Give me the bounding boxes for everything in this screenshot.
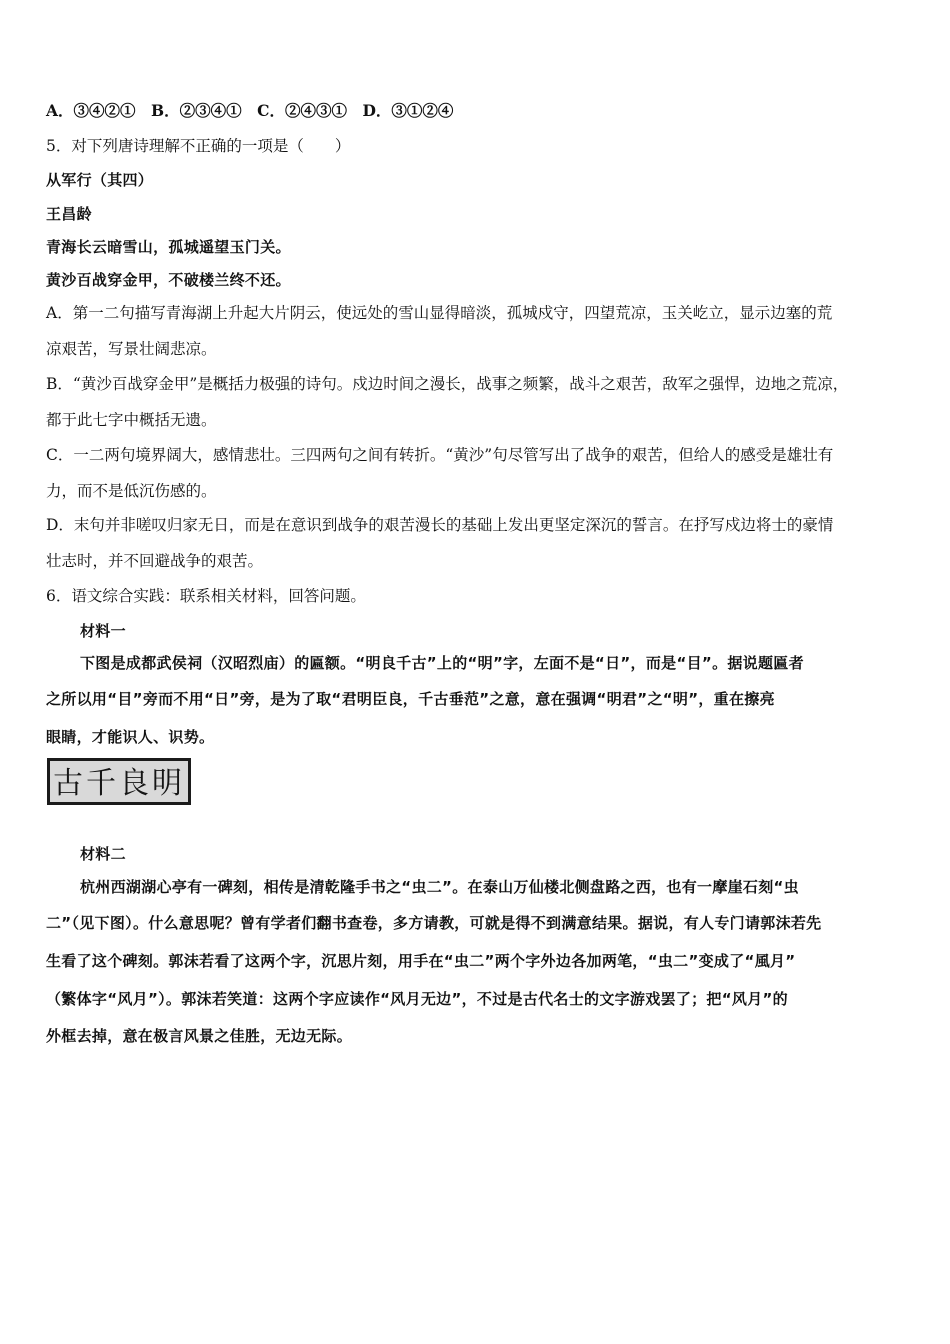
poem-line-2: 黄沙百战穿金甲，不破楼兰终不还。 [46, 271, 291, 289]
material-2-line1: 杭州西湖湖心亭有一碑刻，相传是清乾隆手书之“虫二”。在泰山万仙楼北侧盘路之西，也有一摩崖石刻“虫 [80, 878, 799, 896]
q5-option-a-line1: A．第一二句描写青海湖上升起大片阴云，使远处的雪山显得暗淡，孤城戍守，四望荒凉，玉关屹立，显示边塞的荒 [46, 304, 833, 322]
plaque-svg [47, 758, 191, 805]
plaque-text: 古千良明 [53, 766, 185, 801]
poem-line-1: 青海长云暗雪山，孤城遥望玉门关。 [46, 238, 291, 256]
q5-option-c-line1: C．一二两句境界阔大，感情悲壮。三四两句之间有转折。“黄沙”句尽管写出了战争的艰苦，但给人的感受是雄壮有 [46, 446, 834, 464]
q6-stem: 6．语文综合实践：联系相关材料，回答问题。 [46, 587, 366, 605]
q5-option-b-line2: 都于此七字中概括无遗。 [46, 411, 217, 429]
material-2-line2: 二”（见下图）。什么意思呢？曾有学者们翻书查卷，多方请教，可就是得不到满意结果。据说，有人专门请郭沫若先 [46, 914, 822, 932]
poem-author: 王昌龄 [46, 205, 92, 223]
material-1-line2: 之所以用“目”旁而不用“日”旁，是为了取“君明臣良，千古垂范”之意，意在强调“明君”之“明”，重在擦亮 [46, 690, 775, 708]
poem-title: 从军行（其四） [46, 171, 154, 189]
material-2-line5: 外框去掉，意在极言风景之佳胜，无边无际。 [46, 1027, 353, 1045]
q5-option-a-line2: 凉艰苦，写景壮阔悲凉。 [46, 340, 217, 358]
q5-option-d-line2: 壮志时，并不回避战争的艰苦。 [46, 552, 264, 570]
q5-option-d-line1: D．末句并非嗟叹归家无日，而是在意识到战争的艰苦漫长的基础上发出更坚定深沉的誓言。在抒写戍边将士的豪情 [46, 516, 834, 534]
material-1-line3: 眼睛，才能识人、识势。 [46, 728, 215, 746]
material-1-line1: 下图是成都武侯祠（汉昭烈庙）的匾额。“明良千古”上的“明”字，左面不是“日”，而是“目”。据说题匾者 [80, 654, 804, 672]
material-1-title: 材料一 [80, 622, 126, 640]
q5-stem: 5．对下列唐诗理解不正确的一项是（ ） [46, 137, 351, 155]
q4-options: A．③④②① B．②③④① C．②④③① D．③①②④ [46, 101, 454, 120]
q5-option-b-line1: B．“黄沙百战穿金甲”是概括力极强的诗句。戍边时间之漫长，战事之频繁，战斗之艰苦，敌军之强悍，边地之荒凉， [46, 375, 849, 393]
q5-option-c-line2: 力，而不是低沉伤感的。 [46, 482, 217, 500]
material-2-line3: 生看了这个碑刻。郭沫若看了这两个字，沉思片刻，用手在“虫二”两个字外边各加两笔，“虫二”变成了“風月” [46, 952, 796, 970]
plaque-image [47, 758, 191, 805]
material-2-title: 材料二 [80, 845, 126, 863]
material-2-line4: （繁体字“风月”）。郭沫若笑道：这两个字应读作“风月无边”，不过是古代名士的文字游戏罢了；把“风月”的 [46, 990, 788, 1008]
